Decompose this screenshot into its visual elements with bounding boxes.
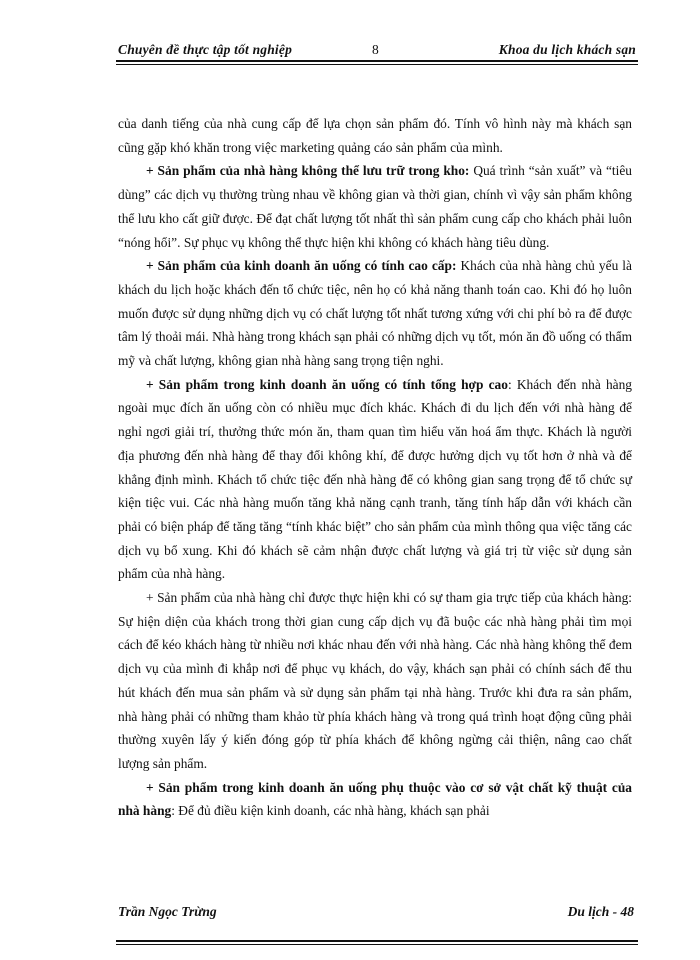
footer-author: Trần Ngọc Trừng — [118, 904, 217, 919]
paragraph-text: : Khách đến nhà hàng ngoài mục đích ăn uống còn có nhiều mục đích khác. Khách đi du lịch đến với nhà hàng để nghỉ ngơi giải trí, thưởng thức món ăn, tham quan tìm hiểu văn hoá ẩm thực. Khách là người địa phương đến nhà hàng để thay đổi không khí, để được hưởng dịch vụ tốt hơn ở nhà và để khẳng định mình. Khách tổ chức tiệc đến nhà hàng để có không gian sang trọng để tổ chức sự kiện tiệc vui. Các nhà hàng muốn tăng khả năng cạnh tranh, tăng tính hấp dẫn với khách cần phải có biện pháp để tăng tăng “tính khác biệt” cho sản phẩm của mình thông qua việc tăng các dịch vụ bổ xung. Khi đó khách sẽ cảm nhận được chất lượng và giá trị từ việc sử dụng sản phẩm của nhà hàng. — [118, 376, 632, 582]
page-header — [116, 40, 638, 66]
header-rule-thin — [116, 64, 638, 65]
paragraph — [118, 159, 632, 254]
paragraph — [118, 373, 632, 586]
paragraph — [118, 776, 632, 823]
paragraph-text: Khách của nhà hàng chủ yếu là khách du lịch hoặc khách đến tổ chức tiệc, nên họ có khả năng thanh toán cao. Khi đó họ luôn muốn được sử dụng những dịch vụ có chất lượng tốt nhất tương xứng với chi phí bỏ ra để được tâm lý thoải mái. Nhà hàng trong khách sạn phải có những dịch vụ tốt, món ăn đồ uống có thẩm mỹ và chất lượng, không gian nhà hàng sang trọng tiện nghi. — [118, 258, 632, 369]
paragraph-text: Quá trình “sản xuất” và “tiêu dùng” các dịch vụ thường trùng nhau về không gian và thời gian, chính vì vậy sản phẩm không thể lưu kho cất giữ được. Để đạt chất lượng tốt nhất thì sản phẩm cung cấp cho khách phải luôn “nóng hổi”. Sự phục vụ không thể thực hiện khi không có khách hàng tiêu dùng. — [118, 163, 632, 250]
header-left-title: Chuyên đề thực tập tốt nghiệp — [118, 42, 293, 57]
header-right-title: Khoa du lịch khách sạn — [498, 42, 636, 57]
paragraph-text: + Sản phẩm của nhà hàng chỉ được thực hiện khi có sự tham gia trực tiếp của khách hàng: Sự hiện diện của khách trong thời gian cung cấp dịch vụ đã buộc các nhà hàng phải tìm mọi cách để kéo khách hàng từ nhiều nơi khác nhau đến với nhà hàng. Các nhà hàng không thể đem dịch vụ của mình đi khắp nơi để phục vụ khách, do vậy, khách sạn phải có chính sách để thu hút khách đến mua sản phẩm và sử dụng sản phẩm tại nhà hàng. Trước khi đưa ra sản phẩm, nhà hàng phải có những tham khảo từ phía khách hàng và trong quá trình hoạt động cũng phải thường xuyên lấy ý kiến đóng góp từ phía khách để không ngừng cải thiện, nâng cao chất lượng sản phẩm. — [118, 590, 632, 771]
paragraph-bold-lead: + Sản phẩm của kinh doanh ăn uống có tính cao cấp: — [146, 258, 457, 274]
footer-rule-thick — [116, 940, 638, 942]
footer-page-label: Du lịch - 48 — [567, 904, 634, 919]
header-rule-thick — [116, 60, 638, 62]
footer-rule-thin — [116, 944, 638, 945]
paragraph-bold-lead: + Sản phẩm trong kinh doanh ăn uống có tính tổng hợp cao — [146, 376, 508, 392]
header-page-number: 8 — [372, 42, 379, 57]
page-footer — [116, 904, 638, 944]
paragraph — [118, 586, 632, 776]
paragraph-text: : Để đủ điều kiện kinh doanh, các nhà hàng, khách sạn phải — [171, 803, 490, 819]
paragraph — [118, 112, 632, 159]
paragraph — [118, 254, 632, 373]
paragraph-text: của danh tiếng của nhà cung cấp để lựa chọn sản phẩm đó. Tính vô hình này mà khách sạn cũng gặp khó khăn trong việc marketing quảng cáo sản phẩm của mình. — [118, 116, 632, 155]
paragraph-bold-lead: + Sản phẩm trong kinh doanh ăn uống phụ thuộc vào cơ sở vật chất kỹ thuật của nhà hàng — [118, 779, 632, 819]
body-text — [118, 112, 632, 823]
paragraph-bold-lead: + Sản phẩm của nhà hàng không thể lưu trữ trong kho: — [146, 163, 470, 179]
